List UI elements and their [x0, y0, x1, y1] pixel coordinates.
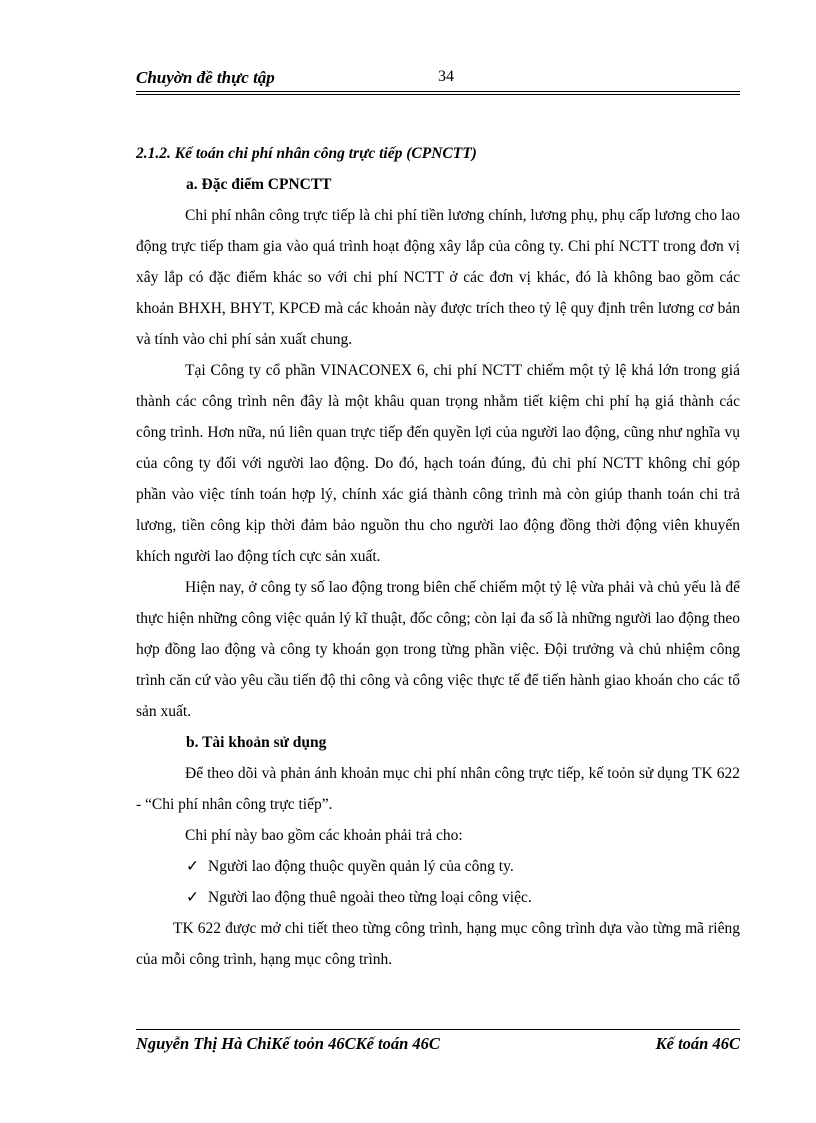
header-rule: [136, 91, 740, 92]
footer-rule: [136, 1029, 740, 1030]
bullet-text: Người lao động thuộc quyền quản lý của công ty.: [208, 858, 514, 875]
subheading-b: b. Tài khoản sử dụng: [186, 734, 327, 751]
paragraph: Chi phí này bao gồm các khoản phải trả cho:: [185, 827, 463, 844]
paragraph: Hiện nay, ở công ty số lao động trong biên chế chiếm một tỷ lệ vừa phải và chủ yếu là để thực hiện những công việc quản lý kĩ thuật, đốc công; còn lại đa số là những người lao động theo hợp đồng lao động và công ty khoán gọn trong từng phần việc. Đội trưởng và chủ nhiệm công trình căn cứ vào yêu cầu tiến độ thi công và công việc thực tế để tiến hành giao khoán cho các tổ sản xuất.: [136, 579, 740, 720]
bullet-text: Người lao động thuê ngoài theo từng loại công việc.: [208, 889, 532, 906]
header-title: Chuyờn đề thực tập: [136, 68, 275, 87]
paragraph: Tại Công ty cổ phần VINACONEX 6, chi phí NCTT chiếm một tỷ lệ khá lớn trong giá thành các công trình nên đây là một khâu quan trọng nhằm tiết kiệm chi phí hạ giá thành các công trình. Hơn nữa, nú liên quan trực tiếp đến quyền lợi của người lao động, cũng như nghĩa vụ của công ty đối với người lao động. Do đó, hạch toán đúng, đủ chi phí NCTT không chỉ góp phần vào việc tính toán hợp lý, chính xác giá thành công trình mà còn giúp thanh toán chi trả lương, tiền công kịp thời đảm bảo nguồn thu cho người lao động đồng thời động viên khuyến khích người lao động tích cực sản xuất.: [136, 362, 740, 565]
bullet-item: [186, 851, 740, 882]
checkmark-icon: ✓: [186, 889, 199, 906]
paragraph: Để theo dõi và phản ánh khoản mục chi phí nhân công trực tiếp, kế toỏn sử dụng TK 622 - “Chi phí nhân công trực tiếp”.: [136, 765, 740, 813]
section-title: 2.1.2. Kế toán chi phí nhân công trực tiếp (CPNCTT): [136, 145, 477, 162]
page-number: 34: [438, 68, 454, 85]
paragraph: Chi phí nhân công trực tiếp là chi phí tiền lương chính, lương phụ, phụ cấp lương cho lao động trực tiếp tham gia vào quá trình hoạt động xây lắp của công ty. Chi phí NCTT trong đơn vị xây lắp có đặc điểm khác so với chi phí NCTT ở các đơn vị khác, đó là không bao gồm các khoản BHXH, BHYT, KPCĐ mà các khoản này được trích theo tỷ lệ quy định trên lương cơ bản và tính vào chi phí sản xuất chung.: [136, 207, 740, 348]
checkmark-icon: ✓: [186, 858, 199, 875]
bullet-item: [186, 882, 740, 913]
header-rule-double: [136, 94, 740, 95]
paragraph: TK 622 được mở chi tiết theo từng công trình, hạng mục công trình dựa vào từng mã riêng của mỗi công trình, hạng mục công trình.: [136, 920, 740, 968]
footer-author: Nguyễn Thị Hà ChiKế toỏn 46CKế toán 46C: [136, 1034, 440, 1053]
footer-class: Kế toán 46C: [655, 1034, 740, 1053]
page-body: [136, 138, 740, 975]
subheading-a: a. Đặc điểm CPNCTT: [186, 176, 332, 193]
